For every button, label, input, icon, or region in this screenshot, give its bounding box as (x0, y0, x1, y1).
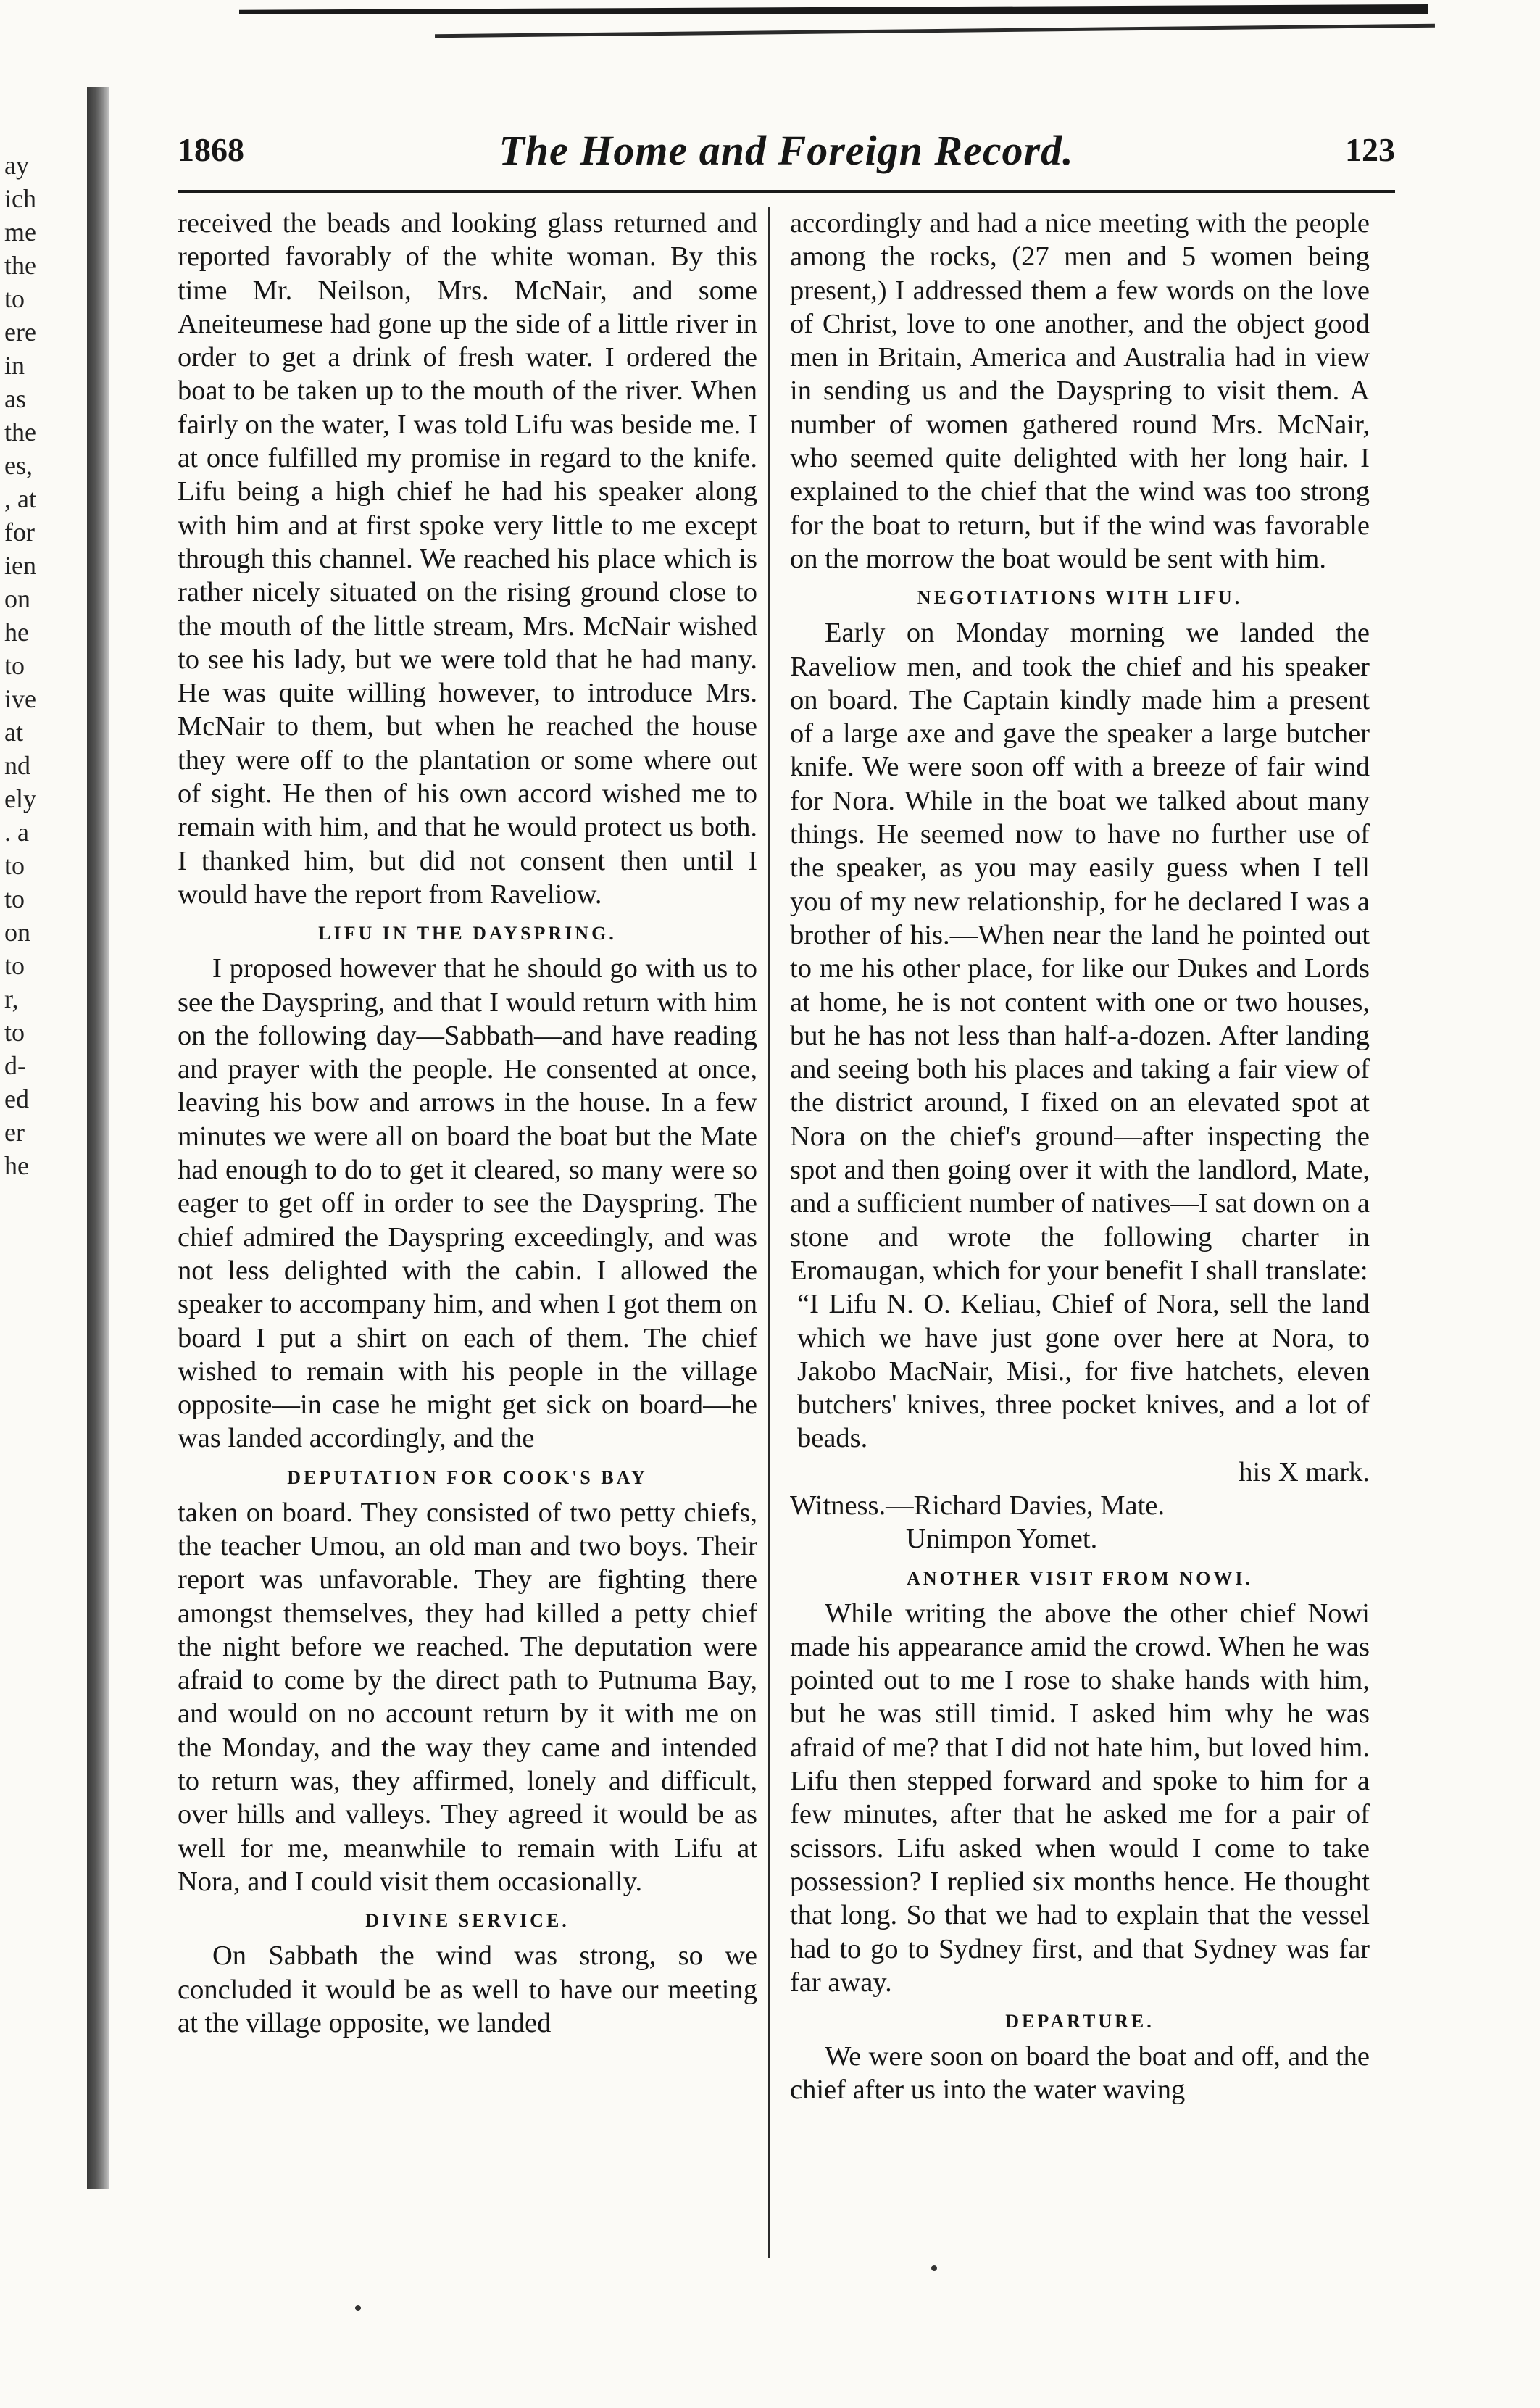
margin-fragment: to (4, 1018, 25, 1047)
column-divider (768, 207, 770, 2258)
left-paragraph-4: On Sabbath the wind was strong, so we concluded it would be as well to have our meeting at the village opposite, we landed (178, 1940, 757, 2038)
right-paragraph-4: We were soon on board the boat and off, and the chief after us into the water waving (790, 2041, 1370, 2106)
margin-fragment: d- (4, 1051, 26, 1080)
margin-fragment: to (4, 884, 25, 913)
margin-fragment: on (4, 918, 30, 947)
print-speck (355, 2305, 361, 2311)
right-paragraph-2: Early on Monday morning we landed the Raveliow men, and took the chief and his speaker on board. The Captain kindly made him a present of a large axe and gave the speaker a large butcher knife. We were soon off with a breeze of fair wind for Nora. While in the boat we talked about many things. He seemed now to have no further use of the speaker, as you may easily guess when I tell you of my new relationship, for he declared I was a brother of his.—When near the land he pointed out to me his other place, for like our Dukes and Lords at home, he is not content with one or two houses, but he has not less than half-a-dozen. After landing and seeing both his places and taking a fair view of the district around, I fixed on an elevated spot at Nora on the chief's ground—after inspecting the spot and then going over it with the landlord, Mate, and a sufficient number of natives—I sat down on a stone and wrote the following charter in Eromaugan, which for your benefit I shall translate: (790, 618, 1370, 1286)
witness-line: Witness.—Richard Davies, Mate. (790, 1490, 1165, 1521)
top-edge-rule (239, 4, 1428, 14)
margin-fragment: to (4, 951, 25, 980)
margin-fragment: in (4, 351, 25, 380)
margin-fragment: ive (4, 684, 36, 713)
margin-fragment: he (4, 1151, 29, 1180)
left-heading-3: DIVINE SERVICE. (365, 1910, 570, 1932)
left-paragraph-3: taken on board. They consisted of two petty chiefs, the teacher Umou, an old man and two boys. Their report was unfavorable. They are fighting there amongst themselves, they had killed a petty chief the night before we reached. The deputation were afraid to come by the direct path to Putnuma Bay, and would on no account return by it with me on the Monday, and the way they came and intended to return was, they affirmed, lonely and difficult, over hills and valleys. They agreed it would be as well for me, meanwhile to remain with Lifu at Nora, and I could visit them occasionally. (178, 1497, 757, 1897)
margin-fragment: er (4, 1118, 25, 1147)
left-paragraph-2: I proposed however that he should go with us to see the Dayspring, and that I would return with him on the following day—Sabbath—and have reading and prayer with the people. He consented at once, leaving his bow and arrows in the house. In a few minutes we were all on board the boat but the Mate had enough to do to get it cleared, so many were so eager to get off in order to see the Dayspring. The chief admired the Dayspring exceedingly, and was not less delighted with the cabin. I allowed the speaker to accompany him, and when I got them on board I put a shirt on each of them. The chief wished to remain with his people in the village opposite—in case he might get sick on board—he was landed accordingly, and the (178, 953, 757, 1454)
header-title: The Home and Foreign Record. (499, 127, 1074, 174)
margin-fragment: . a (4, 818, 29, 847)
top-edge-rule-thin (435, 24, 1435, 38)
page-gutter-shadow (87, 87, 109, 2189)
right-heading-3: DEPARTURE. (1005, 2011, 1154, 2033)
right-column (790, 207, 1370, 2107)
margin-fragment: ien (4, 551, 36, 580)
margin-fragment: ely (4, 784, 36, 813)
left-column (178, 207, 757, 2040)
margin-fragment: ay (4, 151, 29, 180)
margin-fragment: nd (4, 751, 30, 780)
left-heading-2: DEPUTATION FOR COOK'S BAY (287, 1466, 648, 1488)
charter-mark: his X mark. (1239, 1456, 1370, 1487)
margin-fragment: he (4, 618, 29, 647)
left-paragraph-1: received the beads and looking glass returned and reported favorably of the white woman. By this time Mr. Neilson, Mrs. McNair, and some Aneiteumese had gone up the side of a little river in order to get a drink of fresh water. I ordered the boat to be taken up to the mouth of the river. When fairly on the water, I was told Lifu was beside me. I at once fulfilled my promise in regard to the knife. Lifu being a high chief he had his speaker along with him and at first spoke very little to me except through this channel. We reached his place which is rather nicely situated on the rising ground close to the mouth of the little stream, Mrs. McNair wished to see his lady, but we were told that he had many. He was quite willing however, to introduce Mrs. McNair to them, but when he reached the house they were off to the plantation or some where out of sight. He then of his own accord wished me to remain with him, and that he would protect us both. I thanked him, but did not consent then until I would have the report from Raveliow. (178, 208, 757, 910)
margin-fragment: ere (4, 317, 36, 346)
print-speck (931, 2265, 937, 2271)
right-paragraph-3: While writing the above the other chief Nowi made his appearance amid the crowd. When he was pointed out to me I rose to shake hands with him, but he was still timid. I asked him why he was afraid of me? that I did not hate him, but loved him. Lifu then stepped forward and spoke to him for a few minutes, after that he asked me for a pair of scissors. Lifu asked when would I come to take possession? I replied six months hence. He thought that long. So that we had to explain that the vessel had to go to Sydney first, and that Sydney was far far away. (790, 1598, 1370, 1998)
margin-fragment: to (4, 284, 25, 313)
margin-fragment: me (4, 217, 36, 246)
charter-text: “I Lifu N. O. Keliau, Chief of Nora, sell the land which we have just gone over here at Nora, to Jakobo MacNair, Misi., for five hatchets, eleven butchers' knives, three pocket knives, and a lot of beads. (797, 1289, 1370, 1454)
margin-fragment: ed (4, 1084, 29, 1113)
margin-fragment: r, (4, 984, 19, 1013)
header-rule (178, 190, 1395, 193)
margin-fragment: on (4, 584, 30, 613)
right-paragraph-1: accordingly and had a nice meeting with the people among the rocks, (27 men and 5 women being present,) I addressed them a few words on the love of Christ, love to one another, and the object good men in Britain, America and Australia had in view in sending us and the Dayspring to visit them. A number of women gathered round Mrs. McNair, who seemed quite delighted with her long hair. I explained to the chief that the wind was too strong for the boat to return, but if the wind was favorable on the morrow the boat would be sent with him. (790, 208, 1370, 574)
margin-fragment: to (4, 851, 25, 880)
margin-fragment: es, (4, 451, 33, 480)
margin-fragment: at (4, 718, 23, 747)
margin-fragment: as (4, 384, 26, 413)
margin-fragment: ich (4, 184, 36, 213)
page-header (178, 127, 1395, 181)
header-year: 1868 (178, 131, 244, 168)
margin-fragment: the (4, 251, 36, 280)
margin-fragment: for (4, 518, 35, 547)
left-margin-fragments (0, 94, 87, 2269)
left-heading-1: LIFU IN THE DAYSPRING. (318, 923, 617, 944)
margin-fragment: to (4, 651, 25, 680)
right-heading-1: NEGOTIATIONS WITH LIFU. (917, 587, 1243, 609)
margin-fragment: the (4, 418, 36, 447)
header-page-number: 123 (1345, 131, 1395, 168)
witness-line-2: Unimpon Yomet. (906, 1524, 1098, 1555)
margin-fragment: , at (4, 484, 36, 513)
right-heading-2: ANOTHER VISIT FROM NOWI. (907, 1567, 1253, 1589)
